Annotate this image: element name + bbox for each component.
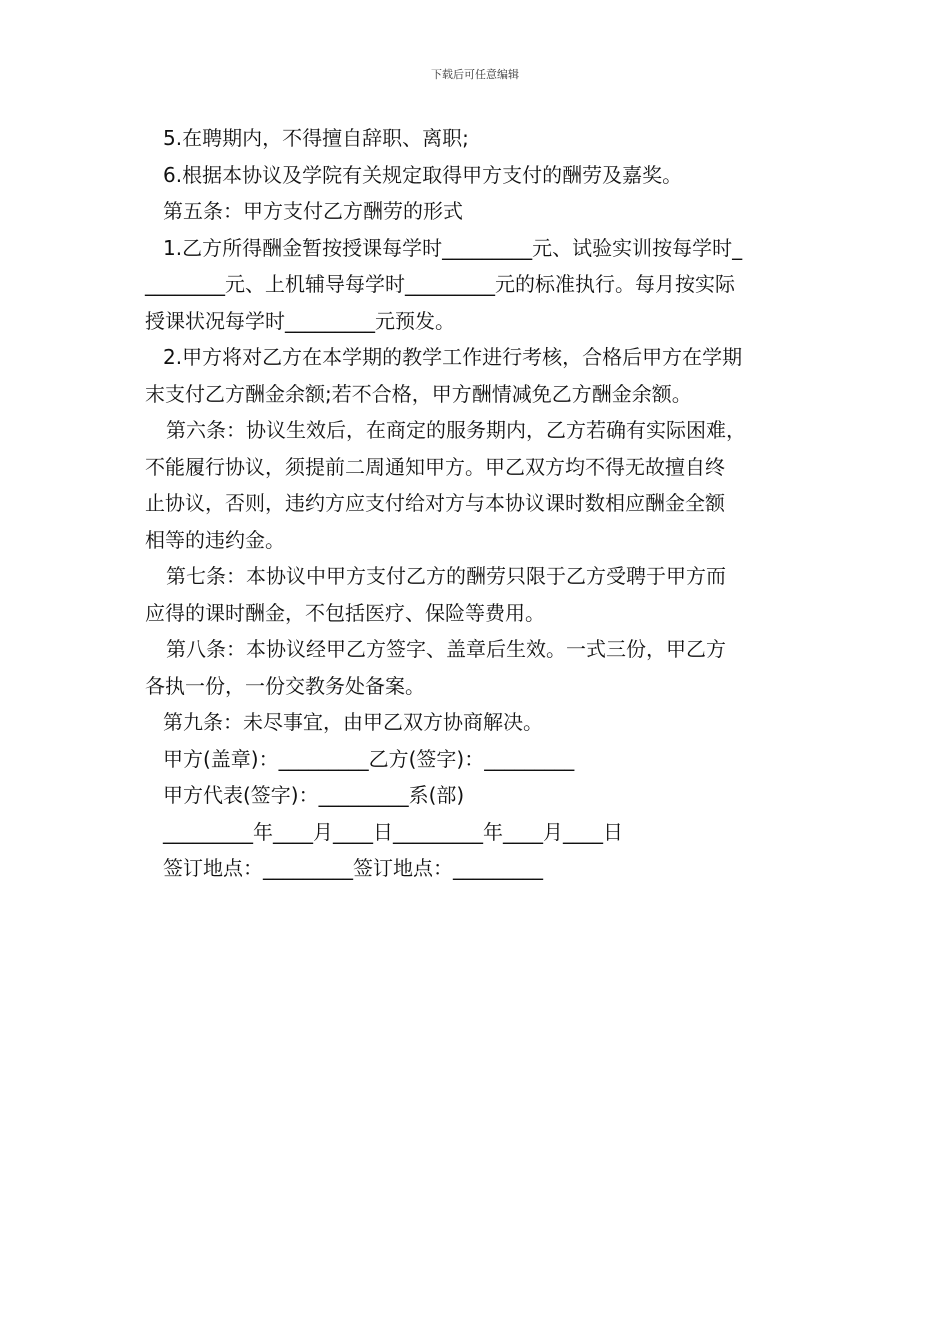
clause-4-item-6: 6.根据本协议及学院有关规定取得甲方支付的酬劳及嘉奖。 (163, 162, 683, 187)
clause-5-item-2-line-1: 2.甲方将对乙方在本学期的教学工作进行考核，合格后甲方在学期 (163, 345, 743, 369)
clause-8-line-1: 第八条：本协议经甲乙方签字、盖章后生效。一式三份，甲乙方 (166, 637, 726, 661)
signature-line-place: 签订地点：_________签订地点：_________ (163, 856, 543, 880)
clause-5-item-1-line-1: 1.乙方所得酬金暂按授课每学时_________元、试验实训按每学时_ (163, 235, 743, 260)
clause-5-heading: 第五条：甲方支付乙方酬劳的形式 (163, 199, 463, 223)
clause-5-item-2-line-2: 末支付乙方酬金余额;若不合格，甲方酬情减免乙方酬金余额。 (145, 381, 692, 406)
clause-7-line-2: 应得的课时酬金，不包括医疗、保险等费用。 (145, 600, 545, 625)
clause-6-line-4: 相等的违约金。 (145, 527, 285, 552)
clause-6-line-2: 不能履行协议，须提前二周通知甲方。甲乙双方均不得无故擅自终 (145, 454, 725, 479)
clause-6-line-3: 止协议，否则，违约方应支付给对方与本协议课时数相应酬金全额 (145, 491, 725, 515)
signature-line-parties: 甲方(盖章)：_________乙方(签字)：_________ (163, 746, 575, 771)
clause-9: 第九条：未尽事宜，由甲乙双方协商解决。 (163, 710, 543, 734)
page-header-note: 下载后可任意编辑 (431, 68, 519, 81)
clause-7-line-1: 第七条：本协议中甲方支付乙方的酬劳只限于乙方受聘于甲方而 (166, 564, 726, 588)
document-body (145, 120, 815, 887)
signature-line-representative: 甲方代表(签字)：_________系(部) (163, 783, 465, 807)
clause-6-line-1: 第六条：协议生效后，在商定的服务期内，乙方若确有实际困难， (166, 418, 746, 442)
signature-line-dates: _________年____月____日_________年____月____日 (163, 819, 623, 844)
clause-8-line-2: 各执一份，一份交教务处备案。 (145, 673, 425, 698)
clause-5-item-1-line-2: ________元、上机辅导每学时_________元的标准执行。每月按实际 (145, 272, 735, 296)
clause-4-item-5: 5.在聘期内，不得擅自辞职、离职; (163, 126, 469, 150)
clause-5-item-1-line-3: 授课状况每学时_________元预发。 (145, 308, 455, 333)
